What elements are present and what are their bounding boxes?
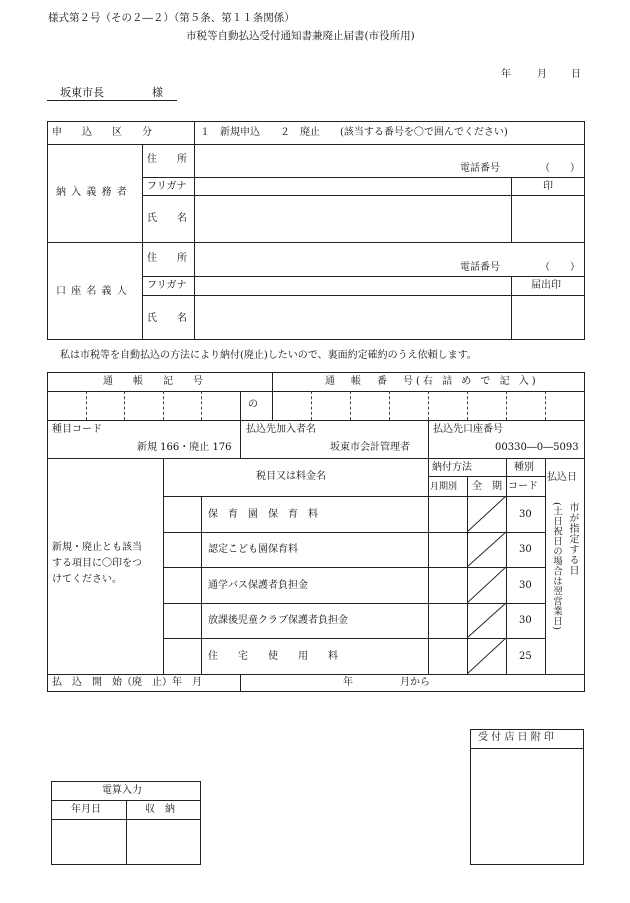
stamp-box-title: 受 付 店 日 附 印: [478, 732, 554, 743]
type-header: 種別: [514, 462, 534, 473]
passbook-no-separator: の: [248, 399, 258, 410]
subscriber-name-value: 坂東市会計管理者: [330, 442, 410, 453]
account-furigana-label: フリガナ: [147, 280, 187, 291]
addressee-honorific: 様: [152, 86, 163, 99]
tax-row-name[interactable]: 保 育 園 保 育 料: [208, 509, 318, 520]
passbook-number-label: 通 帳 番 号(右 詰 め で 記 入): [325, 376, 539, 387]
payer-label: 納 入 義 務 者: [56, 187, 128, 198]
category-code-label: 種目コード: [52, 424, 102, 435]
payer-name-label: 氏 名: [147, 213, 187, 224]
full-term-diagonals: [467, 496, 506, 674]
payer-furigana-label: フリガナ: [147, 181, 187, 192]
addressee: 坂東市長: [60, 86, 104, 99]
monthly-header: 月期別: [430, 482, 458, 492]
start-year-label: 年: [343, 677, 353, 688]
account-number-value: 00330―0―5093: [495, 442, 579, 453]
account-phone-label: 電話番号: [460, 262, 500, 273]
application-type-options[interactable]: １ 新規申込 ２ 廃止 (該当する番号を〇で囲んでください): [200, 127, 508, 138]
tax-row-name[interactable]: 通学バス保護者負担金: [208, 580, 308, 591]
tax-row-name[interactable]: 認定こども園保育料: [208, 544, 298, 555]
account-number-label: 払込先口座番号: [433, 424, 503, 435]
instruction-line-3: けてください。: [52, 574, 122, 585]
payment-date-header: 払込日: [547, 472, 577, 483]
payer-phone-paren: （ ）: [540, 163, 580, 174]
form-title: 市税等自動払込受付通知書兼廃止届書(市役所用): [186, 30, 415, 42]
date-year-label: 年: [501, 69, 511, 80]
payer-phone-label: 電話番号: [460, 163, 500, 174]
instruction-line-2: する項目に〇印をつ: [52, 558, 142, 569]
date-day-label: 日: [571, 69, 581, 80]
account-name-label: 氏 名: [147, 313, 187, 324]
form-number: 様式第２号（その２―２）（第５条、第１１条関係）: [48, 12, 295, 24]
instruction-line-1: 新規・廃止とも該当: [52, 542, 142, 553]
category-code-value: 新規 166・廃止 176: [137, 442, 232, 453]
stamp-box: [470, 729, 584, 865]
application-type-label: 申 込 区 分: [52, 127, 157, 138]
date-month-label: 月: [537, 69, 547, 80]
start-month-label: 月から: [400, 677, 430, 688]
computer-input-receipt-header: 収 納: [145, 804, 175, 815]
tax-row-name[interactable]: 放課後児童クラブ保護者負担金: [208, 615, 348, 626]
payer-address-label: 住 所: [147, 154, 187, 165]
full-term-header: 全 期: [472, 481, 502, 492]
payment-date-subnote: (土日祝日の場合は翌営業日): [551, 502, 562, 631]
account-phone-paren: （ ）: [540, 262, 580, 273]
subscriber-name-label: 払込先加入者名: [246, 424, 316, 435]
tax-row-name[interactable]: 住 宅 使 用 料: [208, 651, 338, 662]
start-period-label: 払 込 開 始（廃 止）年 月: [52, 677, 202, 688]
payer-seal-label: 印: [543, 181, 553, 192]
payment-date-note: 市が指定する日: [567, 502, 578, 576]
passbook-symbol-label: 通 帳 記 号: [103, 376, 208, 387]
tax-row-code: 30: [519, 580, 532, 591]
tax-name-header: 税目又は料金名: [256, 471, 326, 482]
computer-input-date-header: 年月日: [71, 804, 101, 815]
request-statement: 私は市税等を自動払込の方法により納付(廃止)したいので、裏面約定確約のうえ依頼します。: [60, 350, 477, 361]
tax-row-code: 30: [519, 615, 532, 626]
tax-row-code: 25: [519, 651, 532, 662]
applicant-table: [47, 121, 585, 340]
tax-row-code: 30: [519, 544, 532, 555]
account-address-label: 住 所: [147, 253, 187, 264]
tax-row-code: 30: [519, 509, 532, 520]
payment-method-header: 納付方法: [432, 462, 472, 473]
account-holder-label: 口 座 名 義 人: [56, 286, 128, 297]
computer-input-title: 電算入力: [102, 785, 142, 796]
addressee-underline: [47, 100, 177, 101]
code-header: コード: [508, 481, 538, 492]
account-seal-label: 届出印: [531, 280, 561, 291]
